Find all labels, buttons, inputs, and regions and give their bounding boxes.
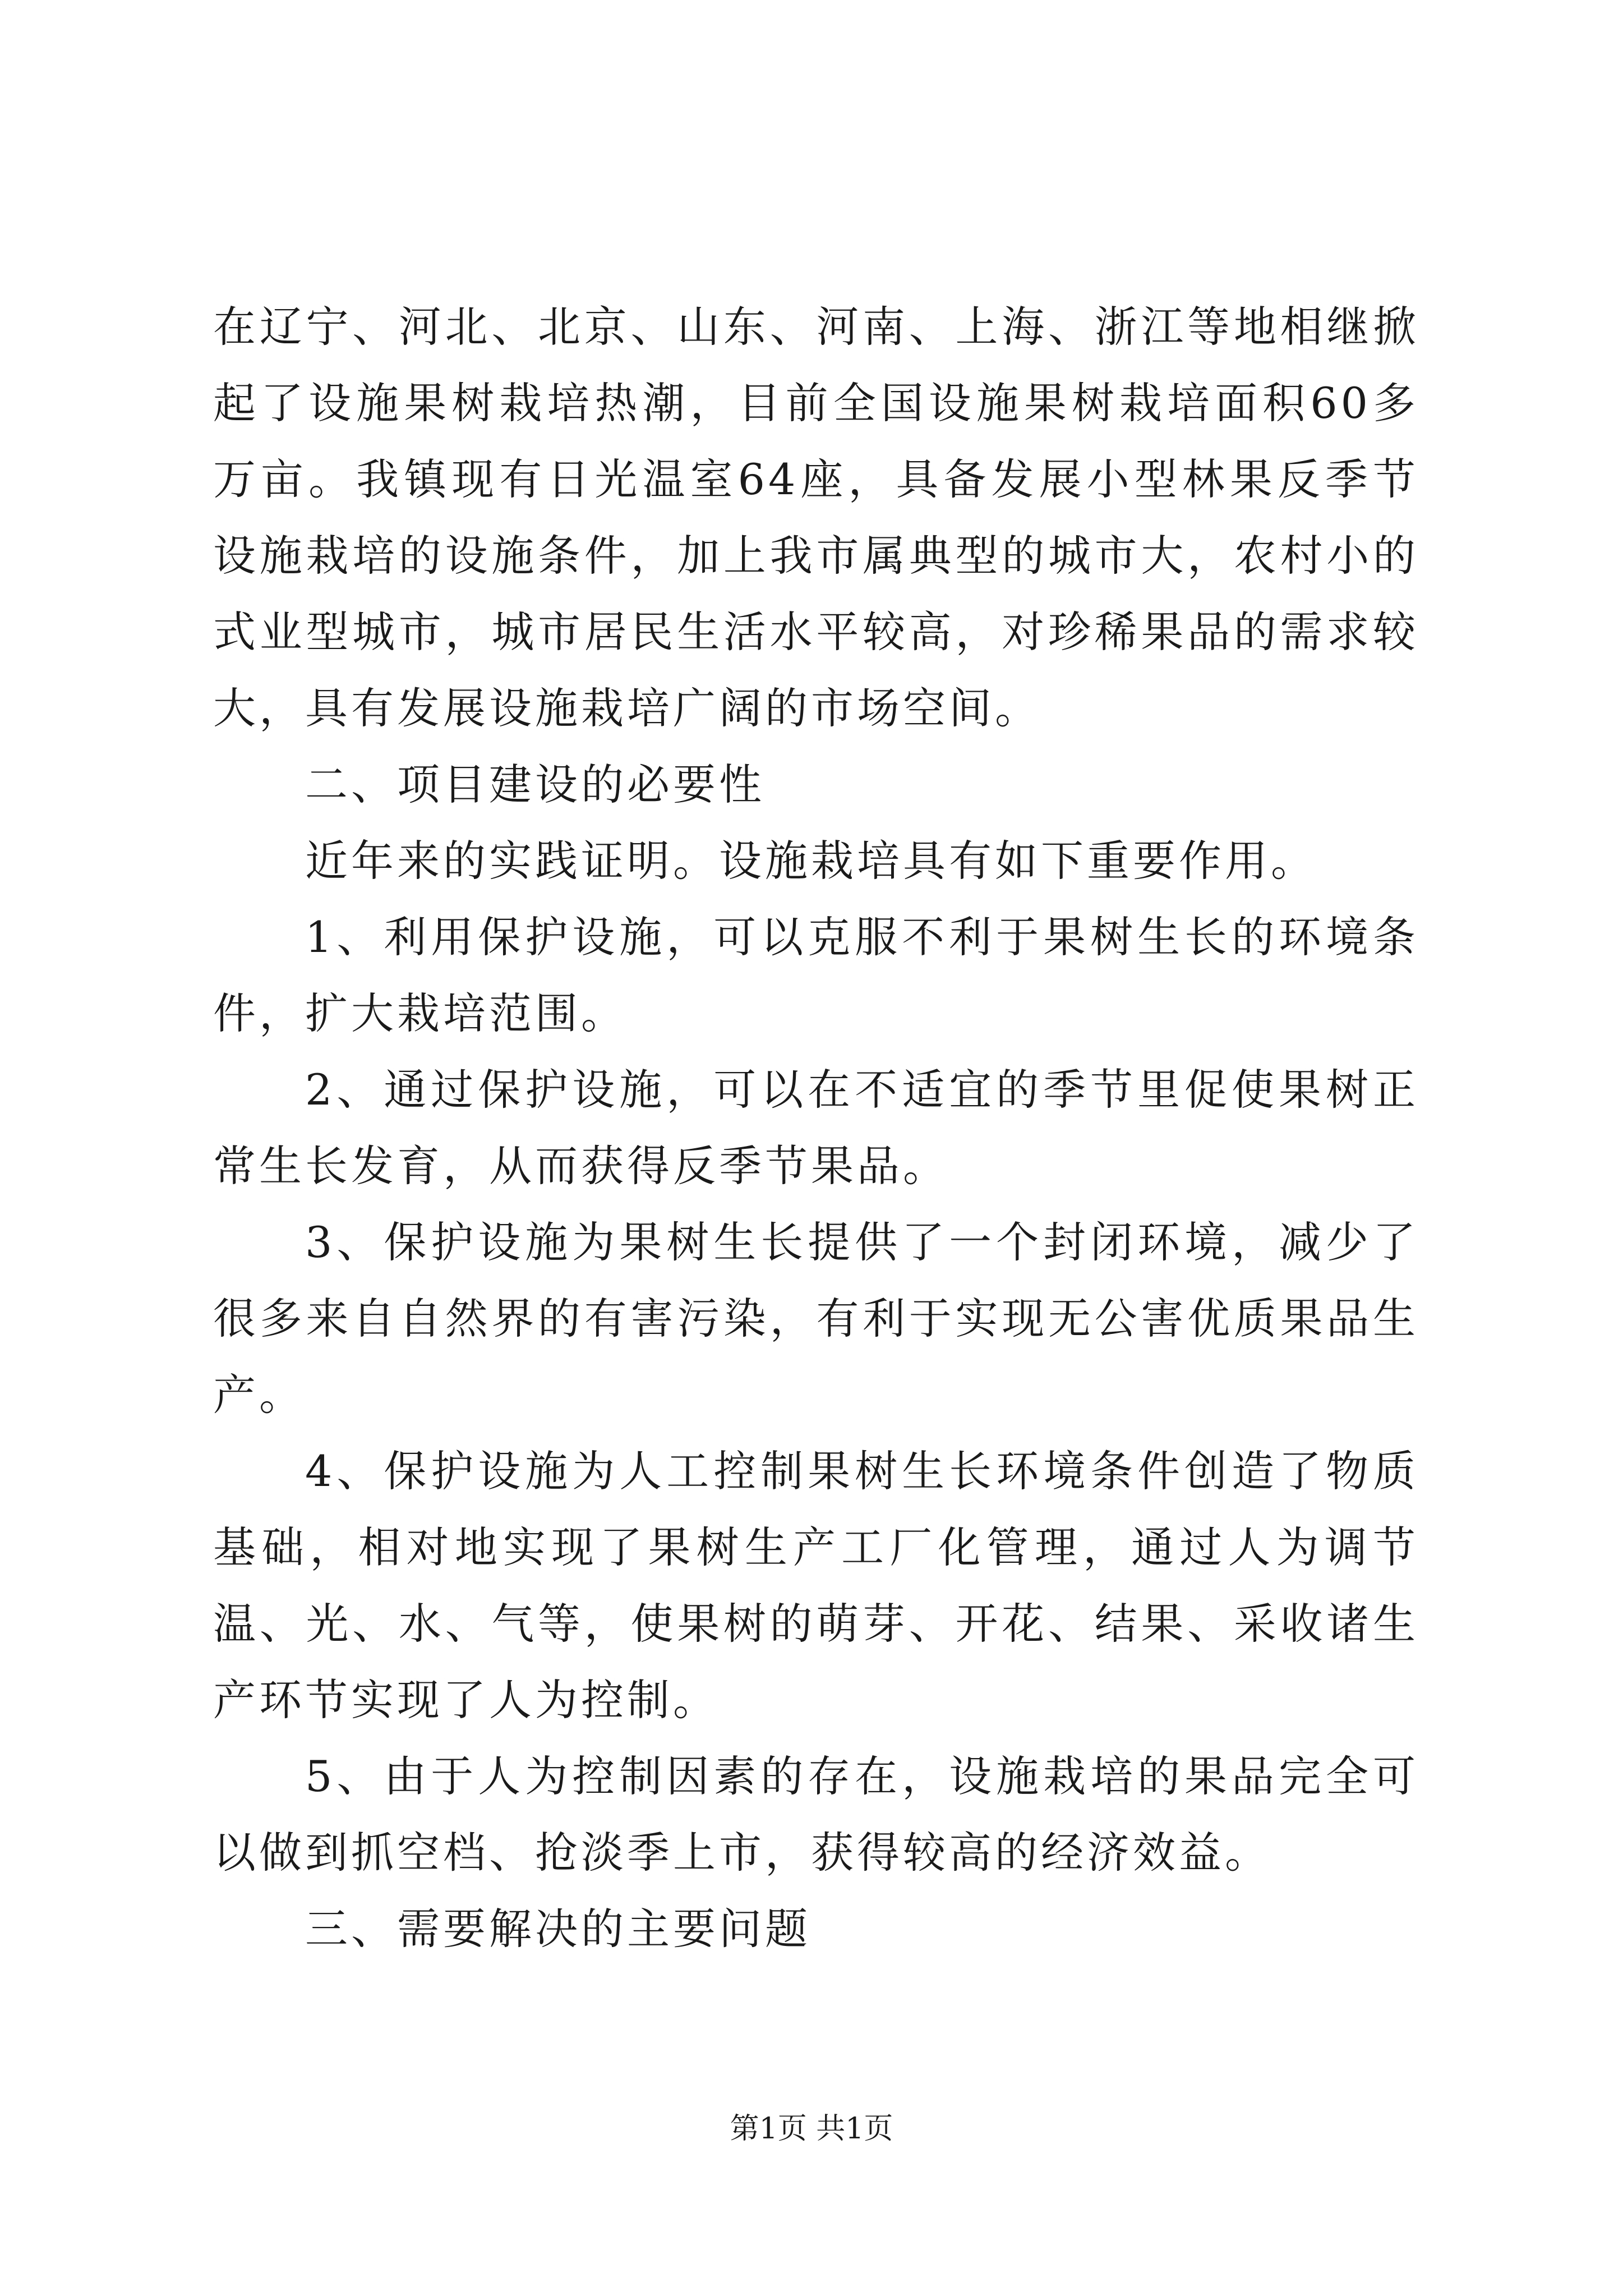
page-number: 第1页 共1页 — [730, 2112, 893, 2146]
list-item-5: 5、由于人为控制因素的存在，设施栽培的果品完全可以做到抓空档、抢淡季上市，获得较高的经济效益。 — [213, 1751, 1419, 1878]
list-item-1: 1、利用保护设施，可以克服不利于果树生长的环境条件，扩大栽培范围。 — [213, 912, 1419, 1038]
paragraph-intro: 在辽宁、河北、北京、山东、河南、上海、浙江等地相继掀起了设施果树栽培热潮，目前全国设施果树栽培面积60多万亩。我镇现有日光温室64座，具备发展小型林果反季节设施栽培的设施条件，加上我市属典型的城市大，农村小的式业型城市，城市居民生活水平较高，对珍稀果品的需求较大，具有发展设施栽培广阔的市场空间。 — [213, 302, 1419, 733]
list-item-4: 4、保护设施为人工控制果树生长环境条件创造了物质基础，相对地实现了果树生产工厂化管理，通过人为调节温、光、水、气等，使果树的萌芽、开花、结果、采收诸生产环节实现了人为控制。 — [213, 1446, 1419, 1725]
list-item-3: 3、保护设施为果树生长提供了一个封闭环境，减少了很多来自自然界的有害污染，有利于实现无公害优质果品生产。 — [213, 1217, 1419, 1420]
list-item-2: 2、通过保护设施，可以在不适宜的季节里促使果树正常生长发育，从而获得反季节果品。 — [213, 1065, 1419, 1191]
document-body — [213, 289, 1419, 1967]
section-heading-problems: 三、需要解决的主要问题 — [305, 1904, 811, 1954]
section-heading-necessity: 二、项目建设的必要性 — [305, 760, 765, 809]
page-footer — [0, 2109, 1623, 2148]
paragraph-practice: 近年来的实践证明。设施栽培具有如下重要作用。 — [305, 836, 1317, 886]
